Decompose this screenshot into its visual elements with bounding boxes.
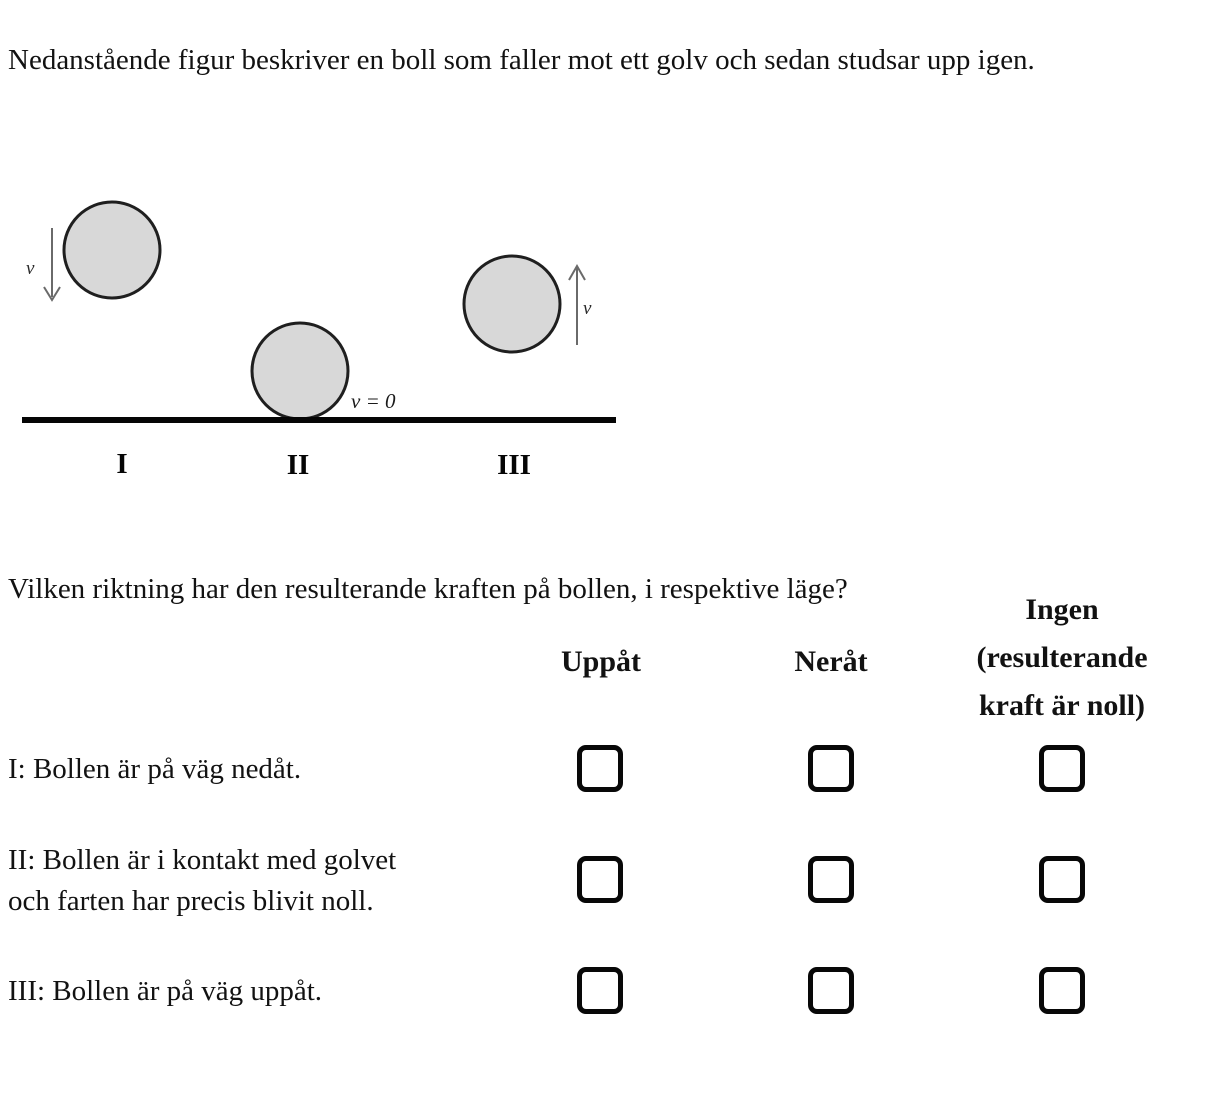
velocity-label-i: v	[26, 258, 35, 279]
ball-position-i	[64, 202, 160, 298]
checkbox-iii-uppat[interactable]	[577, 967, 623, 1014]
question-text: Vilken riktning har den resulterande kraften på bollen, i respektive läge?	[8, 573, 848, 605]
velocity-zero-label: v = 0	[351, 389, 396, 413]
checkbox-ii-uppat[interactable]	[577, 856, 623, 903]
row-label-ii	[8, 840, 488, 922]
checkbox-i-ingen[interactable]	[1039, 745, 1085, 792]
column-header-ingen-line2: (resulterande	[976, 641, 1148, 674]
ball-position-ii	[252, 323, 348, 419]
velocity-label-iii: v	[583, 298, 592, 319]
checkbox-iii-ingen[interactable]	[1039, 967, 1085, 1014]
position-label-i: I	[116, 448, 128, 480]
ball-position-iii	[464, 256, 560, 352]
row-label-ii-line2: och farten har precis blivit noll.	[8, 885, 374, 917]
position-label-iii: III	[497, 449, 531, 480]
checkbox-iii-nerat[interactable]	[808, 967, 854, 1014]
row-label-i: I: Bollen är på väg nedåt.	[8, 753, 302, 785]
checkbox-ii-ingen[interactable]	[1039, 856, 1085, 903]
checkbox-ii-nerat[interactable]	[808, 856, 854, 903]
bounce-figure	[0, 170, 650, 480]
column-header-nerat: Neråt	[794, 645, 868, 678]
intro-text: Nedanstående figur beskriver en boll som faller mot ett golv och sedan studsar upp igen.	[8, 44, 1035, 76]
column-header-ingen-line1: Ingen	[1025, 593, 1099, 626]
position-label-ii: II	[286, 449, 310, 480]
column-header-ingen	[947, 586, 1177, 730]
column-header-uppat: Uppåt	[560, 645, 642, 678]
row-label-iii: III: Bollen är på väg uppåt.	[8, 975, 323, 1007]
column-header-ingen-line3: kraft är noll)	[978, 689, 1146, 722]
row-label-ii-line1: II: Bollen är i kontakt med golvet	[8, 844, 397, 876]
checkbox-i-nerat[interactable]	[808, 745, 854, 792]
checkbox-i-uppat[interactable]	[577, 745, 623, 792]
